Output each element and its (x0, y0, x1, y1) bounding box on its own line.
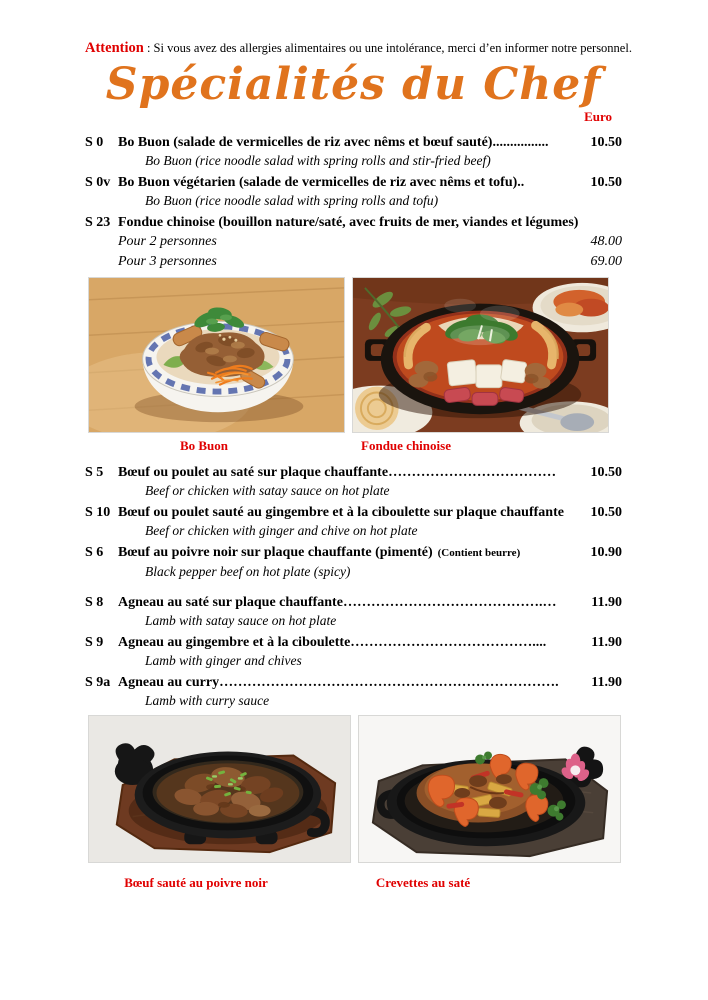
menu-item-s0v (85, 173, 622, 210)
shrimp-satay-illustration (359, 716, 620, 862)
item-row (85, 673, 622, 692)
item-name: Bo Buon végétarien (salade de vermicelles de riz avec nêms et tofu) (118, 175, 518, 190)
item-row (85, 173, 622, 192)
item-name: Bo Buon (salade de vermicelles de riz avec nêms et bœuf sauté) (118, 135, 493, 150)
menu-item-s5 (85, 463, 622, 500)
item-row (85, 213, 622, 232)
item-row (85, 543, 622, 563)
dot-leader: ……………………………… (388, 465, 557, 480)
item-row (85, 503, 622, 522)
item-row (85, 133, 622, 152)
item-translation: Beef or chicken with satay sauce on hot plate (145, 483, 390, 498)
item-code: S 5 (85, 465, 104, 480)
item-price: 10.50 (590, 465, 622, 480)
dot-leader: ................ (492, 135, 549, 150)
item-code: S 23 (85, 215, 111, 230)
item-translation: Lamb with curry sauce (145, 693, 270, 708)
attention-label: Attention (85, 40, 144, 56)
item-option (118, 252, 622, 272)
option-label: Pour 2 personnes (118, 234, 217, 249)
item-row (85, 593, 622, 612)
item-price: 10.50 (590, 135, 622, 150)
item-price: 11.90 (591, 675, 622, 690)
page-title: Spécialités du Chef (105, 59, 602, 110)
item-code: S 10 (85, 505, 111, 520)
item-price: 10.50 (590, 505, 622, 520)
item-option (118, 232, 622, 252)
caption-row-2 (85, 875, 622, 892)
photo-caption: Fondue chinoise (361, 438, 451, 453)
photo-caption: Bœuf sauté au poivre noir (124, 875, 268, 890)
fondue-photo (352, 277, 609, 433)
item-translation: Beef or chicken with ginger and chive on hot plate (145, 523, 418, 538)
item-code: S 9a (85, 675, 111, 690)
item-name: Bœuf ou poulet sauté au gingembre et à la ciboulette sur plaque chauffante (118, 505, 564, 520)
dot-leader: ………………………………….... (350, 635, 547, 650)
item-row (85, 633, 622, 652)
menu-item-s6 (85, 543, 622, 581)
dot-leader: …………………………………….… (342, 595, 557, 610)
bo-buon-illustration (89, 278, 344, 432)
option-price: 69.00 (590, 254, 622, 269)
item-row (85, 463, 622, 482)
attention-text: : Si vous avez des allergies alimentaires ou une intolérance, merci d’en informer notre personnel. (143, 41, 632, 55)
item-translation: Black pepper beef on hot plate (spicy) (145, 564, 351, 579)
item-translation: Lamb with satay sauce on hot plate (145, 613, 337, 628)
black-pepper-beef-illustration (89, 716, 350, 862)
item-code: S 8 (85, 595, 104, 610)
item-translation: Bo Buon (rice noodle salad with spring rolls and tofu) (145, 193, 439, 208)
item-name: Bœuf ou poulet au saté sur plaque chauffante (118, 465, 389, 480)
item-name: Bœuf au poivre noir sur plaque chauffante (pimenté) (118, 545, 433, 560)
item-code: S 0 (85, 135, 104, 150)
fondue-illustration (353, 278, 608, 432)
black-pepper-beef-photo (88, 715, 351, 863)
menu-item-s23 (85, 213, 622, 272)
option-label: Pour 3 personnes (118, 254, 217, 269)
item-note: (Contient beurre) (437, 547, 521, 559)
item-translation: Bo Buon (rice noodle salad with spring rolls and stir-fried beef) (145, 153, 491, 168)
menu-section-3 (85, 593, 622, 710)
item-name: Agneau au curry (118, 675, 220, 690)
menu-section-2 (85, 463, 622, 581)
menu-item-s8 (85, 593, 622, 630)
option-price: 48.00 (590, 234, 622, 249)
currency-header: Euro (584, 109, 612, 124)
attention-line (85, 40, 632, 56)
item-name: Agneau au gingembre et à la ciboulette (118, 635, 351, 650)
menu-section-1 (85, 133, 622, 272)
shrimp-satay-photo (358, 715, 621, 863)
photo-row-1 (85, 277, 622, 433)
bo-buon-photo (88, 277, 345, 433)
item-code: S 6 (85, 545, 104, 560)
item-translation: Lamb with ginger and chives (145, 653, 302, 668)
item-price: 11.90 (591, 595, 622, 610)
dot-leader: .. (517, 175, 525, 190)
photo-caption: Bo Buon (179, 438, 229, 453)
item-code: S 0v (85, 175, 111, 190)
item-name: Fondue chinoise (bouillon nature/saté, avec fruits de mer, viandes et légumes) (118, 215, 579, 230)
item-price: 10.50 (590, 175, 622, 190)
photo-row-2 (85, 715, 622, 863)
item-code: S 9 (85, 635, 104, 650)
menu-item-s9a (85, 673, 622, 710)
item-price: 11.90 (591, 635, 622, 650)
menu-item-s10 (85, 503, 622, 540)
dot-leader: ………………………………………………………………. (219, 675, 559, 690)
photo-caption: Crevettes au saté (375, 875, 471, 890)
item-price: 10.90 (590, 545, 622, 560)
item-name: Agneau au saté sur plaque chauffante (118, 595, 343, 610)
caption-row-1 (85, 438, 622, 455)
menu-item-s0 (85, 133, 622, 170)
menu-item-s9 (85, 633, 622, 670)
